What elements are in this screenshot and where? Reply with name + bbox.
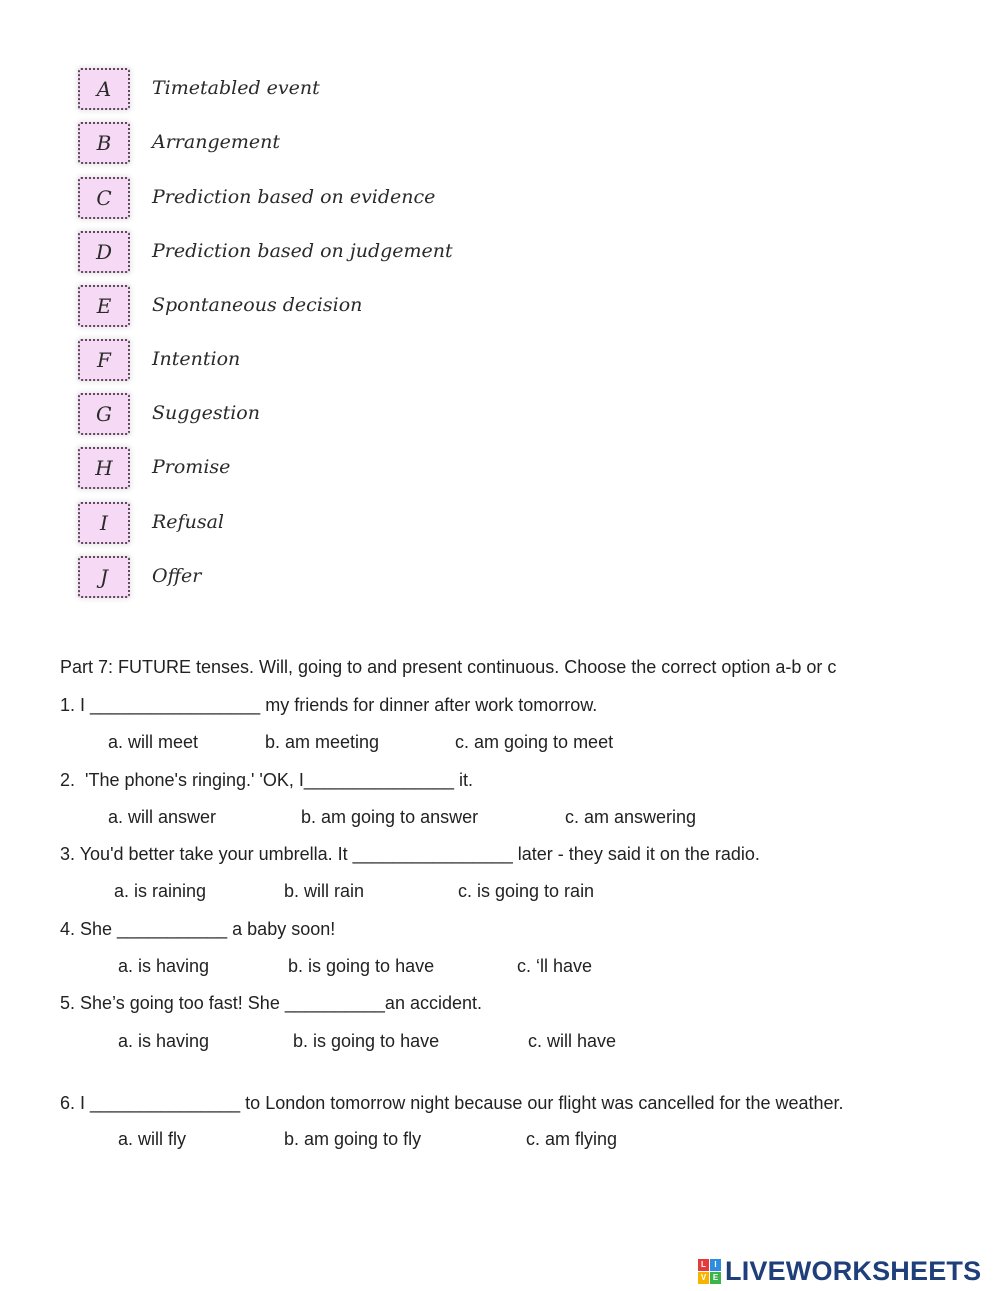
legend-letter-box: J: [78, 556, 130, 598]
legend-item: [78, 231, 678, 275]
liveworksheets-logo: [698, 1256, 981, 1286]
option-5a[interactable]: a. is having: [118, 1031, 210, 1051]
logo-icon: [698, 1259, 721, 1284]
legend-label: Offer: [152, 565, 202, 587]
legend-label: Intention: [152, 348, 241, 370]
legend-letter-box: D: [78, 231, 130, 273]
legend-letter-box: H: [78, 447, 130, 489]
legend-letter-box: B: [78, 122, 130, 164]
legend-letter-box: A: [78, 68, 130, 110]
legend-item: [78, 339, 678, 383]
question-5: 5. She’s going too fast! She __________an accident.: [60, 993, 482, 1013]
logo-icon-tile: E: [710, 1272, 721, 1284]
option-4a[interactable]: a. is having: [118, 956, 210, 976]
legend-item: [78, 393, 678, 437]
option-1b[interactable]: b. am meeting: [265, 732, 380, 752]
legend-label: Timetabled event: [152, 77, 320, 99]
legend-label: Arrangement: [152, 131, 280, 153]
legend-label: Prediction based on evidence: [152, 186, 436, 208]
legend-item: [78, 447, 678, 491]
option-3a[interactable]: a. is raining: [114, 881, 207, 901]
option-6c[interactable]: c. am flying: [526, 1129, 618, 1149]
legend-item: [78, 68, 678, 112]
option-2c[interactable]: c. am answering: [565, 807, 697, 827]
legend-label: Suggestion: [152, 402, 260, 424]
legend-letter-box: G: [78, 393, 130, 435]
logo-icon-tile: I: [710, 1259, 721, 1271]
option-2a[interactable]: a. will answer: [108, 807, 217, 827]
legend-item: [78, 177, 678, 221]
legend-label: Promise: [152, 456, 231, 478]
option-5b[interactable]: b. is going to have: [293, 1031, 440, 1051]
question-4: 4. She ___________ a baby soon!: [60, 919, 336, 939]
legend-letter-box: C: [78, 177, 130, 219]
legend-item: [78, 556, 678, 600]
question-6: 6. I _______________ to London tomorrow night because our flight was cancelled for the weather.: [60, 1093, 844, 1113]
logo-icon-tile: V: [698, 1272, 709, 1284]
question-2: 2. 'The phone's ringing.' 'OK, I_______________ it.: [60, 770, 474, 790]
legend-letter-box: E: [78, 285, 130, 327]
option-4c[interactable]: c. ‘ll have: [517, 956, 593, 976]
option-3c[interactable]: c. is going to rain: [458, 881, 595, 901]
legend-letter-box: I: [78, 502, 130, 544]
legend-item: [78, 285, 678, 329]
option-3b[interactable]: b. will rain: [284, 881, 365, 901]
logo-icon-tile: L: [698, 1259, 709, 1271]
question-3: 3. You'd better take your umbrella. It ________________ later - they said it on the radio.: [60, 844, 760, 864]
question-1: 1. I _________________ my friends for dinner after work tomorrow.: [60, 695, 598, 715]
option-4b[interactable]: b. is going to have: [288, 956, 435, 976]
option-2b[interactable]: b. am going to answer: [301, 807, 479, 827]
legend-letter-box: F: [78, 339, 130, 381]
option-1a[interactable]: a. will meet: [108, 732, 199, 752]
option-1c[interactable]: c. am going to meet: [455, 732, 614, 752]
logo-text: LIVEWORKSHEETS: [725, 1255, 982, 1286]
option-5c[interactable]: c. will have: [528, 1031, 617, 1051]
legend-item: [78, 502, 678, 546]
legend-label: Spontaneous decision: [152, 294, 363, 316]
option-6b[interactable]: b. am going to fly: [284, 1129, 422, 1149]
legend-item: [78, 122, 678, 166]
legend-label: Refusal: [152, 511, 224, 533]
legend-label: Prediction based on judgement: [152, 240, 453, 262]
option-6a[interactable]: a. will fly: [118, 1129, 187, 1149]
section-heading: Part 7: FUTURE tenses. Will, going to and present continuous. Choose the correct option a-b or c: [60, 657, 837, 677]
